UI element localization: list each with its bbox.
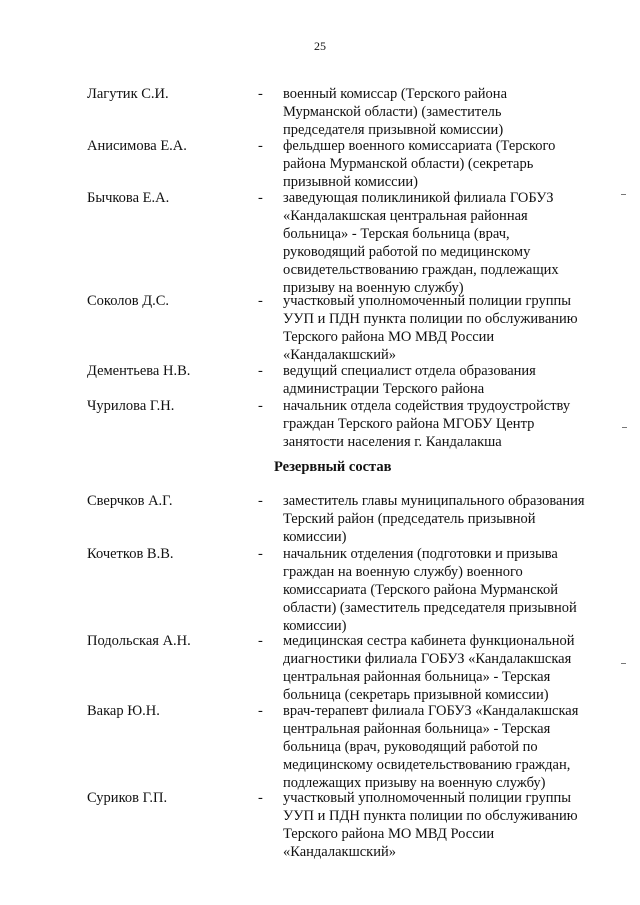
role-line: района Мурманской области) (секретарь — [283, 156, 534, 172]
role-line: больница» - Терская больница (врач, — [283, 226, 510, 242]
member-role — [283, 362, 603, 398]
separator-dash: - — [258, 363, 263, 379]
page-number: 25 — [314, 39, 326, 53]
role-line: фельдшер военного комиссариата (Терского — [283, 138, 556, 154]
role-line: больница (врач, руководящий работой по — [283, 739, 538, 755]
separator-dash: - — [258, 703, 263, 719]
role-line: администрации Терского района — [283, 381, 485, 397]
separator-dash: - — [258, 546, 263, 562]
role-line: заместитель главы муниципального образования — [283, 493, 585, 509]
role-line: участковый уполномоченный полиции группы — [283, 293, 571, 309]
role-line: Терский район (председатель призывной — [283, 511, 536, 527]
role-line: «Кандалакшский» — [283, 347, 396, 363]
member-role — [283, 702, 603, 792]
scan-mark — [622, 427, 627, 428]
role-line: центральная районная больница» - Терская — [283, 669, 551, 685]
role-line: УУП и ПДН пункта полиции по обслуживанию — [283, 311, 578, 327]
separator-dash: - — [258, 633, 263, 649]
role-line: подлежащих призыву на военную службу) — [283, 775, 546, 791]
member-role — [283, 545, 603, 635]
role-line: граждан Терского района МГОБУ Центр — [283, 416, 535, 432]
member-name: Соколов Д.С. — [87, 293, 170, 309]
role-line: медицинская сестра кабинета функциональной — [283, 633, 575, 649]
role-line: председателя призывной комиссии) — [283, 122, 504, 138]
separator-dash: - — [258, 138, 263, 154]
role-line: «Кандалакшский» — [283, 844, 396, 860]
role-line: центральная районная больница» - Терская — [283, 721, 551, 737]
role-line: комиссии) — [283, 529, 347, 545]
member-role — [283, 85, 603, 139]
role-line: освидетельствованию граждан, подлежащих — [283, 262, 559, 278]
role-line: области) (заместитель председателя призывной — [283, 600, 577, 616]
role-line: «Кандалакшская центральная районная — [283, 208, 528, 224]
role-line: военный комиссар (Терского района — [283, 86, 507, 102]
member-role — [283, 189, 603, 297]
member-name: Лагутик С.И. — [87, 86, 169, 102]
separator-dash: - — [258, 86, 263, 102]
role-line: начальник отделения (подготовки и призыва — [283, 546, 558, 562]
role-line: медицинскому освидетельствованию граждан, — [283, 757, 571, 773]
member-name: Сверчков А.Г. — [87, 493, 173, 509]
separator-dash: - — [258, 190, 263, 206]
member-name: Кочетков В.В. — [87, 546, 174, 562]
role-line: Терского района МО МВД России — [283, 329, 495, 345]
role-line: диагностики филиала ГОБУЗ «Кандалакшская — [283, 651, 572, 667]
role-line: заведующая поликлиникой филиала ГОБУЗ — [283, 190, 554, 206]
member-name: Суриков Г.П. — [87, 790, 168, 806]
role-line: граждан на военную службу) военного — [283, 564, 523, 580]
role-line: занятости населения г. Кандалакша — [283, 434, 502, 450]
role-line: УУП и ПДН пункта полиции по обслуживанию — [283, 808, 578, 824]
separator-dash: - — [258, 790, 263, 806]
separator-dash: - — [258, 398, 263, 414]
member-name: Дементьева Н.В. — [87, 363, 191, 379]
member-role — [283, 492, 603, 546]
member-name: Вакар Ю.Н. — [87, 703, 160, 719]
separator-dash: - — [258, 293, 263, 309]
member-role — [283, 292, 603, 364]
role-line: Терского района МО МВД России — [283, 826, 495, 842]
role-line: начальник отдела содействия трудоустройству — [283, 398, 571, 414]
role-line: врач-терапевт филиала ГОБУЗ «Кандалакшская — [283, 703, 579, 719]
member-role — [283, 789, 603, 861]
member-role — [283, 397, 603, 451]
scan-mark — [621, 663, 626, 664]
member-name: Подольская А.Н. — [87, 633, 191, 649]
role-line: Мурманской области) (заместитель — [283, 104, 502, 120]
role-line: комиссариата (Терского района Мурманской — [283, 582, 558, 598]
role-line: призывной комиссии) — [283, 174, 418, 190]
member-role — [283, 632, 603, 704]
role-line: призыву на военную службу) — [283, 280, 464, 296]
role-line: участковый уполномоченный полиции группы — [283, 790, 571, 806]
role-line: комиссии) — [283, 618, 347, 634]
scan-mark — [621, 194, 626, 195]
separator-dash: - — [258, 493, 263, 509]
role-line: ведущий специалист отдела образования — [283, 363, 536, 379]
member-name: Чурилова Г.Н. — [87, 398, 175, 414]
reserve-section-heading: Резервный состав — [274, 459, 392, 475]
member-name: Бычкова Е.А. — [87, 190, 170, 206]
member-role — [283, 137, 603, 191]
role-line: руководящий работой по медицинскому — [283, 244, 531, 260]
member-name: Анисимова Е.А. — [87, 138, 187, 154]
role-line: больница (секретарь призывной комиссии) — [283, 687, 549, 703]
